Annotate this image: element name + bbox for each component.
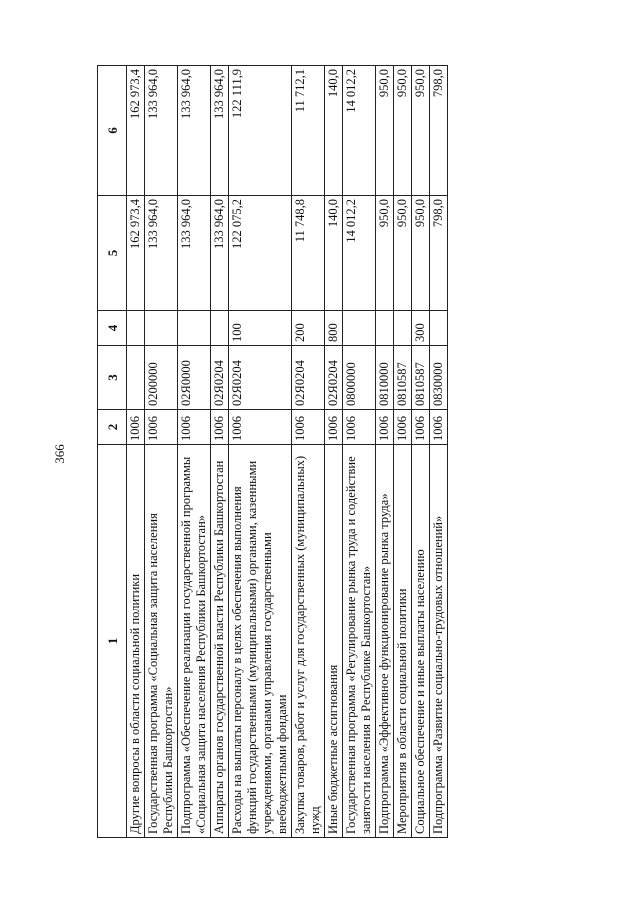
row-amount-1: 950,0	[376, 196, 394, 311]
table-row	[412, 66, 430, 838]
row-target-code: 02Я0204	[325, 346, 343, 410]
row-amount-1: 140,0	[325, 196, 343, 311]
header-col-6: 6	[98, 66, 127, 196]
row-expense-type: 300	[412, 311, 430, 346]
table-row	[145, 66, 178, 838]
row-target-code: 02Я0000	[178, 346, 211, 410]
row-expense-type: 100	[229, 311, 292, 346]
table-row	[325, 66, 343, 838]
row-name: Подпрограмма «Развитие социально-трудовых отношений»	[430, 445, 448, 838]
row-section: 1006	[178, 410, 211, 445]
row-amount-1: 950,0	[412, 196, 430, 311]
row-expense-type	[211, 311, 229, 346]
row-amount-1: 162 973,4	[127, 196, 145, 311]
row-name: Мероприятия в области социальной политики	[394, 445, 412, 838]
row-name: Расходы на выплаты персоналу в целях обеспечения выполнения функций государственными (муниципальными) органами, казенными учреждениями, органами управления государственными внебюджетными фондами	[229, 445, 292, 838]
header-col-5: 5	[98, 196, 127, 311]
row-expense-type	[145, 311, 178, 346]
row-section: 1006	[229, 410, 292, 445]
row-target-code: 0830000	[430, 346, 448, 410]
row-name: Государственная программа «Социальная защита населения Республики Башкортостан»	[145, 445, 178, 838]
row-amount-2: 950,0	[412, 66, 430, 196]
row-amount-1: 133 964,0	[145, 196, 178, 311]
row-expense-type	[127, 311, 145, 346]
row-name: Подпрограмма «Обеспечение реализации государственной программы «Социальная защита населения Республики Башкортостан»	[178, 445, 211, 838]
row-name: Подпрограмма «Эффективное функционирование рынка труда»	[376, 445, 394, 838]
table-row	[211, 66, 229, 838]
header-col-2: 2	[98, 410, 127, 445]
row-amount-1: 133 964,0	[211, 196, 229, 311]
row-amount-2: 798,0	[430, 66, 448, 196]
row-section: 1006	[292, 410, 325, 445]
table-row	[127, 66, 145, 838]
row-name: Социальное обеспечение и иные выплаты населению	[412, 445, 430, 838]
row-name: Государственная программа «Регулирование рынка труда и содействие занятости населения в Республике Башкортостан»	[343, 445, 376, 838]
table-row	[430, 66, 448, 838]
row-expense-type	[430, 311, 448, 346]
row-amount-2: 950,0	[394, 66, 412, 196]
row-amount-1: 950,0	[394, 196, 412, 311]
rotated-table-wrapper	[97, 66, 448, 838]
row-amount-2: 950,0	[376, 66, 394, 196]
row-target-code	[127, 346, 145, 410]
row-section: 1006	[430, 410, 448, 445]
row-target-code: 0810587	[394, 346, 412, 410]
row-amount-1: 14 012,2	[343, 196, 376, 311]
table-body	[127, 66, 448, 838]
row-section: 1006	[127, 410, 145, 445]
row-amount-2: 122 111,9	[229, 66, 292, 196]
row-amount-2: 133 964,0	[178, 66, 211, 196]
row-target-code: 02Я0204	[292, 346, 325, 410]
table-row	[178, 66, 211, 838]
row-section: 1006	[394, 410, 412, 445]
row-section: 1006	[412, 410, 430, 445]
row-amount-2: 162 973,4	[127, 66, 145, 196]
row-section: 1006	[211, 410, 229, 445]
row-target-code: 02Я0204	[211, 346, 229, 410]
row-name: Иные бюджетные ассигнования	[325, 445, 343, 838]
row-name: Аппараты органов государственной власти Республики Башкортостан	[211, 445, 229, 838]
row-expense-type	[178, 311, 211, 346]
row-section: 1006	[376, 410, 394, 445]
page-number: 366	[52, 444, 67, 464]
row-amount-1: 122 075,2	[229, 196, 292, 311]
row-amount-2: 11 712,1	[292, 66, 325, 196]
table-row	[376, 66, 394, 838]
row-expense-type: 200	[292, 311, 325, 346]
row-target-code: 0200000	[145, 346, 178, 410]
header-col-3: 3	[98, 346, 127, 410]
row-section: 1006	[325, 410, 343, 445]
table-row	[394, 66, 412, 838]
row-amount-1: 798,0	[430, 196, 448, 311]
budget-table	[97, 65, 448, 838]
row-amount-2: 133 964,0	[145, 66, 178, 196]
row-amount-1: 133 964,0	[178, 196, 211, 311]
row-amount-2: 140,0	[325, 66, 343, 196]
row-amount-2: 133 964,0	[211, 66, 229, 196]
header-col-1: 1	[98, 445, 127, 838]
row-target-code: 02Я0204	[229, 346, 292, 410]
row-amount-1: 11 748,8	[292, 196, 325, 311]
row-expense-type: 800	[325, 311, 343, 346]
row-name: Другие вопросы в области социальной политики	[127, 445, 145, 838]
row-expense-type	[343, 311, 376, 346]
row-name: Закупка товаров, работ и услуг для государственных (муниципальных) нужд	[292, 445, 325, 838]
header-row	[98, 66, 127, 838]
row-target-code: 0810587	[412, 346, 430, 410]
row-section: 1006	[343, 410, 376, 445]
row-amount-2: 14 012,2	[343, 66, 376, 196]
table-row	[343, 66, 376, 838]
row-section: 1006	[145, 410, 178, 445]
table-row	[292, 66, 325, 838]
row-target-code: 0800000	[343, 346, 376, 410]
row-expense-type	[394, 311, 412, 346]
table-row	[229, 66, 292, 838]
row-target-code: 0810000	[376, 346, 394, 410]
header-col-4: 4	[98, 311, 127, 346]
row-expense-type	[376, 311, 394, 346]
